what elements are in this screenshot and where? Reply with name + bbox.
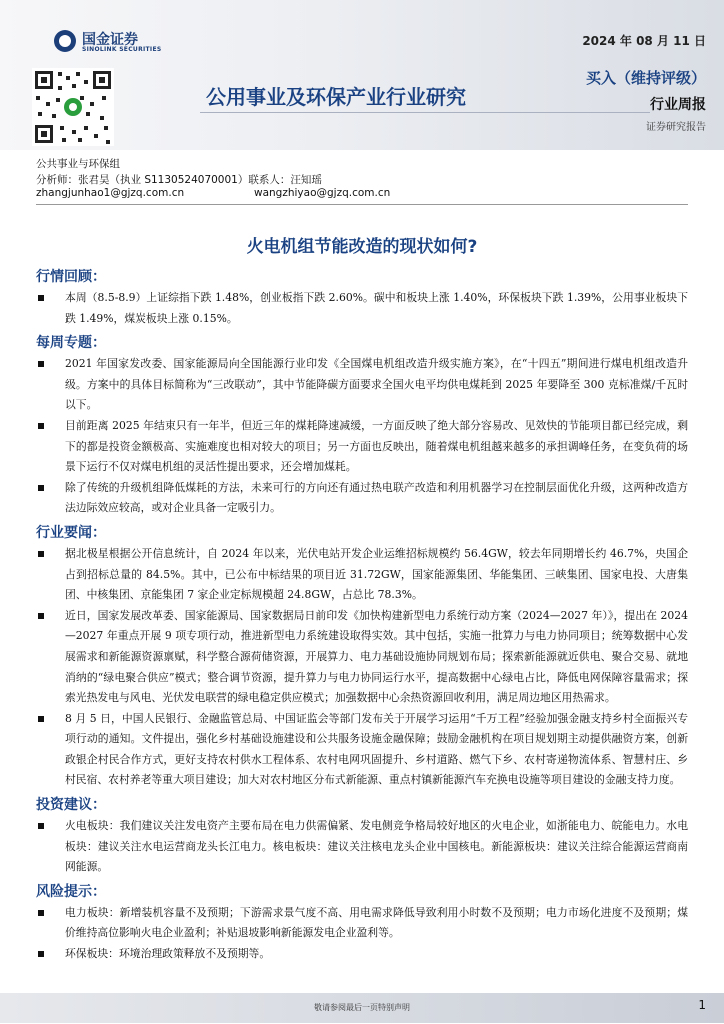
bullet-item: 本周（8.5-8.9）上证综指下跌 1.48%，创业板指下跌 2.60%。碳中和板块上涨 1.40%，环保板块下跌 1.39%，公用事业板块下跌 1.49%，煤炭板块上涨 0.15%。 [36, 288, 688, 329]
bullet-item: 火电板块：我们建议关注发电资产主要布局在电力供需偏紧、发电侧竞争格局较好地区的火电企业，如浙能电力、皖能电力。水电板块：建议关注水电运营商龙头长江电力。核电板块：建议关注核电龙头企业中国核电。新能源板块：建议关注综合能源运营商南网能源。 [36, 816, 688, 878]
brand-name-cn: 国金证券 [82, 32, 138, 48]
section-heading-weekly-topic: 每周专题： [36, 335, 106, 352]
sinolink-logo-icon [54, 30, 76, 52]
bullet-item: 8 月 5 日，中国人民银行、金融监管总局、中国证监会等部门发布关于开展学习运用“千万工程”经验加强金融支持乡村全面振兴专项行动的通知。文件提出，强化乡村基础设施建设和公共服务设施金融保障；鼓励金融机构在项目规划期主动提供融资方案，创新政银企村民合作方式，更好支持农村供水工程体系、农村电网巩固提升、乡村道路、燃气下乡、农村寄递物流体系、智慧村庄、乡村民宿、农村养老等重大项目建设；加大对农村地区分布式新能源、重点村镇新能源汽车充换电设施等项目建设的金融支持力度。 [36, 709, 688, 791]
report-title: 公用事业及环保产业行业研究 [206, 85, 466, 109]
rating-badge: 买入（维持评级） [585, 69, 706, 87]
bullet-item: 近日，国家发展改革委、国家能源局、国家数据局日前印发《加快构建新型电力系统行动方案（2024—2027 年）》，提出在 2024—2027 年重点开展 9 项专项行动，推进新型电力系统建设取得实效。其中包括，实施一批算力与电力协同项目；统筹数据中心发展需求和新能源资源禀赋，科学整合源荷储资源，开展算力、电力基础设施协同规划布局；探索新能源就近供电、聚合交易、就地消纳的“绿电聚合供应”模式；整合调节资源，提升算力与电力协同运行水平，提高数据中心绿电占比，降低电网保障容量需求；探索光热发电与风电、光伏发电联营的绿电稳定供应模式；加强数据中心余热资源回收利用，满足周边地区用热需求。 [36, 606, 688, 709]
author-divider [36, 204, 688, 205]
report-date: 2024 年 08 月 11 日 [582, 34, 706, 48]
section-heading-risk-warning: 风险提示： [36, 883, 106, 900]
section-heading-investment-advice: 投资建议： [36, 797, 106, 814]
analyst-info: 分析师：张君昊（执业 S1130524070001）联系人：汪知瑶 [36, 174, 322, 186]
page-number: 1 [698, 998, 706, 1012]
report-kind: 行业周报 [650, 97, 706, 113]
document-title: 火电机组节能改造的现状如何? [246, 237, 478, 257]
contact-email: wangzhiyao@gjzq.com.cn [254, 187, 391, 199]
bullet-item: 除了传统的升级机组降低煤耗的方法，未来可行的方向还有通过热电联产改造和利用机器学习在控制层面优化升级，这两种改造方法边际效应较高，或对企业具备一定吸引力。 [36, 478, 688, 519]
section-heading-industry-news: 行业要闻： [36, 524, 106, 541]
qr-code-icon [32, 68, 114, 146]
team-name: 公共事业与环保组 [36, 158, 120, 170]
analyst-email: zhangjunhao1@gjzq.com.cn [36, 187, 185, 199]
bullet-item: 环保板块：环境治理政策释放不及预期等。 [36, 944, 688, 965]
bullet-item: 2021 年国家发改委、国家能源局向全国能源行业印发《全国煤电机组改造升级实施方案》，在“十四五”期间进行煤电机组改造升级。方案中的具体目标简称为“三改联动”，其中节能降碳方面要求全国火电平均供电煤耗到 2025 年要降至 300 克标准煤/千瓦时以下。 [36, 354, 688, 416]
bullet-item: 据北极星根据公开信息统计，自 2024 年以来，光伏电站开发企业运维招标规模约 56.4GW，较去年同期增长约 46.7%，央国企占到招标总量的 84.5%。其中，已公布中标结果的项目近 31.72GW，国家能源集团、华能集团、三峡集团、国家电投、大唐集团、中核集团、京能集团 7 家企业定标规模超 24.8GW，占总比 78.3%。 [36, 544, 688, 606]
section-heading-market-review: 行情回顾： [36, 269, 106, 285]
bullet-item: 电力板块：新增装机容量不及预期；下游需求景气度不高、用电需求降低导致利用小时数不及预期；电力市场化进度不及预期；煤价维持高位影响火电企业盈利；补贴退坡影响新能源发电企业盈利等。 [36, 903, 688, 944]
report-type: 证券研究报告 [646, 122, 706, 133]
footer-disclaimer: 敬请参阅最后一页特别声明 [314, 1003, 410, 1012]
brand-name-en: SINOLINK SECURITIES [82, 46, 162, 53]
report-body [36, 266, 688, 965]
header-divider [200, 112, 650, 113]
bullet-item: 目前距离 2025 年结束只有一年半，但近三年的煤耗降速减缓，一方面反映了绝大部分容易改、见效快的节能项目都已经完成，剩下的都是投资金额极高、实施难度也相对较大的项目；另一方面也反映出，随着煤电机组越来越多的承担调峰任务，在变负荷的场景下运行不仅对煤电机组的灵活性提出要求，还会增加煤耗。 [36, 416, 688, 478]
